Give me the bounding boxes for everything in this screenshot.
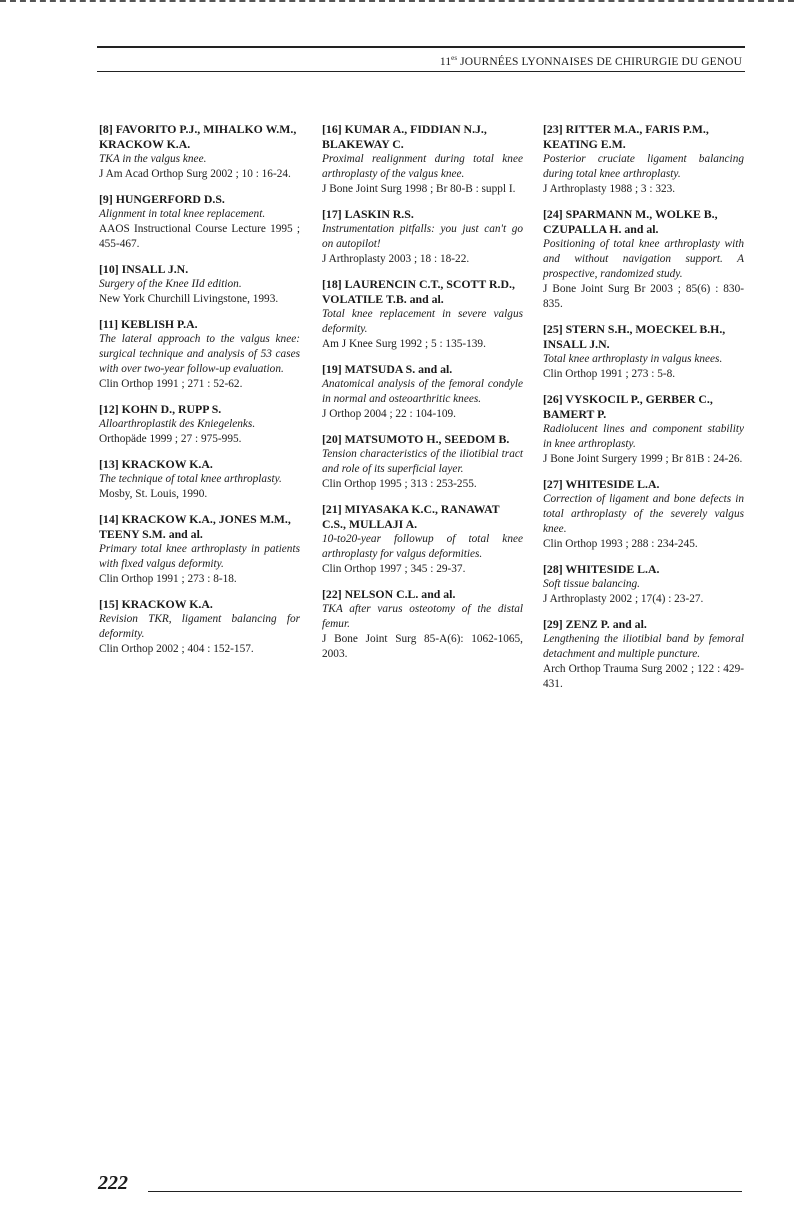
reference-source: J Bone Joint Surg 1998 ; Br 80-B : suppl I. — [322, 183, 516, 195]
reference-source: J Bone Joint Surgery 1999 ; Br 81B : 24-26. — [543, 453, 743, 465]
reference-title: Total knee replacement in severe valgus deformity. — [322, 308, 523, 335]
reference-source: Clin Orthop 1997 ; 345 : 29-37. — [322, 563, 466, 575]
reference-authors: [8] FAVORITO P.J., MIHALKO W.M., KRACKOW K.A. — [99, 122, 297, 151]
reference-authors: [27] WHITESIDE L.A. — [543, 477, 660, 491]
reference-title: Primary total knee arthroplasty in patients with fixed valgus deformity. — [99, 543, 300, 570]
reference-authors: [22] NELSON C.L. and al. — [322, 587, 456, 601]
reference-title: Tension characteristics of the iliotibial tract and role of its superficial layer. — [322, 448, 523, 475]
reference-authors: [24] SPARMANN M., WOLKE B., CZUPALLA H. and al. — [543, 207, 718, 236]
reference-title: The technique of total knee arthroplasty. — [99, 473, 282, 485]
reference-title: Revision TKR, ligament balancing for deformity. — [99, 613, 300, 640]
reference-authors: [28] WHITESIDE L.A. — [543, 562, 660, 576]
reference-entry — [543, 477, 744, 552]
reference-entry — [99, 457, 300, 502]
reference-authors: [13] KRACKOW K.A. — [99, 457, 213, 471]
reference-entry — [543, 392, 744, 467]
reference-authors: [23] RITTER M.A., FARIS P.M., KEATING E.M. — [543, 122, 709, 151]
reference-source: Clin Orthop 1993 ; 288 : 234-245. — [543, 538, 698, 550]
reference-source: J Arthroplasty 1988 ; 3 : 323. — [543, 183, 676, 195]
reference-title: Correction of ligament and bone defects in total arthroplasty of the severely valgus knee. — [543, 493, 744, 535]
reference-entry — [99, 597, 300, 657]
reference-source: Arch Orthop Trauma Surg 2002 ; 122 : 429-431. — [543, 663, 744, 690]
references-column-1 — [99, 122, 300, 667]
reference-source: J Arthroplasty 2002 ; 17(4) : 23-27. — [543, 593, 704, 605]
reference-source: Clin Orthop 1995 ; 313 : 253-255. — [322, 478, 477, 490]
header-rule-top — [97, 46, 745, 48]
reference-title: Proximal realignment during total knee arthroplasty of the valgus knee. — [322, 153, 523, 180]
reference-authors: [18] LAURENCIN C.T., SCOTT R.D., VOLATILE T.B. and al. — [322, 277, 515, 306]
reference-title: Soft tissue balancing. — [543, 578, 640, 590]
references-column-3 — [543, 122, 744, 702]
reference-authors: [12] KOHN D., RUPP S. — [99, 402, 222, 416]
reference-entry — [99, 512, 300, 587]
reference-entry — [543, 122, 744, 197]
reference-source: AAOS Instructional Course Lecture 1995 ; 455-467. — [99, 223, 300, 250]
reference-entry — [99, 122, 300, 182]
reference-source: Clin Orthop 2002 ; 404 : 152-157. — [99, 643, 254, 655]
reference-source: J Bone Joint Surg Br 2003 ; 85(6) : 830-835. — [543, 283, 744, 310]
reference-title: The lateral approach to the valgus knee: surgical technique and analysis of 53 cases with over two-year follow-up evaluation. — [99, 333, 300, 375]
reference-source: New York Churchill Livingstone, 1993. — [99, 293, 279, 305]
reference-authors: [10] INSALL J.N. — [99, 262, 189, 276]
reference-title: Alloarthroplastik des Kniegelenks. — [99, 418, 256, 430]
running-head-prefix: 11 — [439, 55, 452, 68]
reference-entry — [543, 562, 744, 607]
reference-title: TKA in the valgus knee. — [99, 153, 207, 165]
reference-title: Anatomical analysis of the femoral condyle in normal and osteoarthritic knees. — [322, 378, 523, 405]
reference-entry — [99, 402, 300, 447]
reference-entry — [99, 317, 300, 392]
reference-entry — [322, 277, 523, 352]
header-rule-bottom — [97, 71, 745, 72]
reference-source: Clin Orthop 1991 ; 273 : 8-18. — [99, 573, 237, 585]
running-head-text: JOURNÉES LYONNAISES DE CHIRURGIE DU GENOU — [457, 55, 742, 68]
reference-entry — [322, 207, 523, 267]
reference-entry — [322, 122, 523, 197]
reference-authors: [26] VYSKOCIL P., GERBER C., BAMERT P. — [543, 392, 713, 421]
reference-title: Lengthening the iliotibial band by femoral detachment and multiple puncture. — [543, 633, 744, 660]
reference-title: TKA after varus osteotomy of the distal femur. — [322, 603, 523, 630]
reference-authors: [25] STERN S.H., MOECKEL B.H., INSALL J.N. — [543, 322, 726, 351]
reference-title: Positioning of total knee arthroplasty with and without navigation support. A prospective, randomized study. — [543, 238, 744, 280]
reference-source: J Arthroplasty 2003 ; 18 : 18-22. — [322, 253, 470, 265]
reference-source: Clin Orthop 1991 ; 271 : 52-62. — [99, 378, 243, 390]
reference-title: 10-to20-year followup of total knee arthroplasty for valgus deformities. — [322, 533, 523, 560]
reference-source: J Bone Joint Surg 85-A(6): 1062-1065, 2003. — [322, 633, 523, 660]
reference-authors: [20] MATSUMOTO H., SEEDOM B. — [322, 432, 510, 446]
reference-entry — [99, 262, 300, 307]
reference-entry — [322, 432, 523, 492]
reference-source: Orthopäde 1999 ; 27 : 975-995. — [99, 433, 242, 445]
reference-entry — [322, 362, 523, 422]
reference-title: Radiolucent lines and component stability in knee arthroplasty. — [543, 423, 744, 450]
reference-authors: [14] KRACKOW K.A., JONES M.M., TEENY S.M. and al. — [99, 512, 291, 541]
running-head-sup: es — [451, 54, 458, 62]
reference-title: Surgery of the Knee IId edition. — [99, 278, 242, 290]
reference-source: J Orthop 2004 ; 22 : 104-109. — [322, 408, 456, 420]
reference-entry — [543, 617, 744, 692]
reference-authors: [9] HUNGERFORD D.S. — [99, 192, 225, 206]
top-dashed-edge — [0, 0, 794, 2]
footer-rule — [148, 1191, 742, 1192]
reference-authors: [21] MIYASAKA K.C., RANAWAT C.S., MULLAJI A. — [322, 502, 500, 531]
reference-source: Am J Knee Surg 1992 ; 5 : 135-139. — [322, 338, 486, 350]
reference-entry — [543, 207, 744, 312]
page-number: 222 — [98, 1172, 128, 1194]
running-head — [97, 54, 742, 68]
reference-entry — [322, 587, 523, 662]
reference-authors: [17] LASKIN R.S. — [322, 207, 414, 221]
reference-title: Alignment in total knee replacement. — [99, 208, 266, 220]
reference-title: Total knee arthroplasty in valgus knees. — [543, 353, 723, 365]
reference-authors: [16] KUMAR A., FIDDIAN N.J., BLAKEWAY C. — [322, 122, 487, 151]
reference-title: Instrumentation pitfalls: you just can't go on autopilot! — [322, 223, 523, 250]
references-column-2 — [322, 122, 523, 672]
reference-source: Mosby, St. Louis, 1990. — [99, 488, 208, 500]
reference-source: J Am Acad Orthop Surg 2002 ; 10 : 16-24. — [99, 168, 291, 180]
reference-source: Clin Orthop 1991 ; 273 : 5-8. — [543, 368, 676, 380]
reference-entry — [322, 502, 523, 577]
reference-entry — [543, 322, 744, 382]
reference-title: Posterior cruciate ligament balancing during total knee arthroplasty. — [543, 153, 744, 180]
reference-entry — [99, 192, 300, 252]
reference-authors: [29] ZENZ P. and al. — [543, 617, 647, 631]
reference-authors: [19] MATSUDA S. and al. — [322, 362, 453, 376]
reference-authors: [11] KEBLISH P.A. — [99, 317, 198, 331]
reference-authors: [15] KRACKOW K.A. — [99, 597, 213, 611]
